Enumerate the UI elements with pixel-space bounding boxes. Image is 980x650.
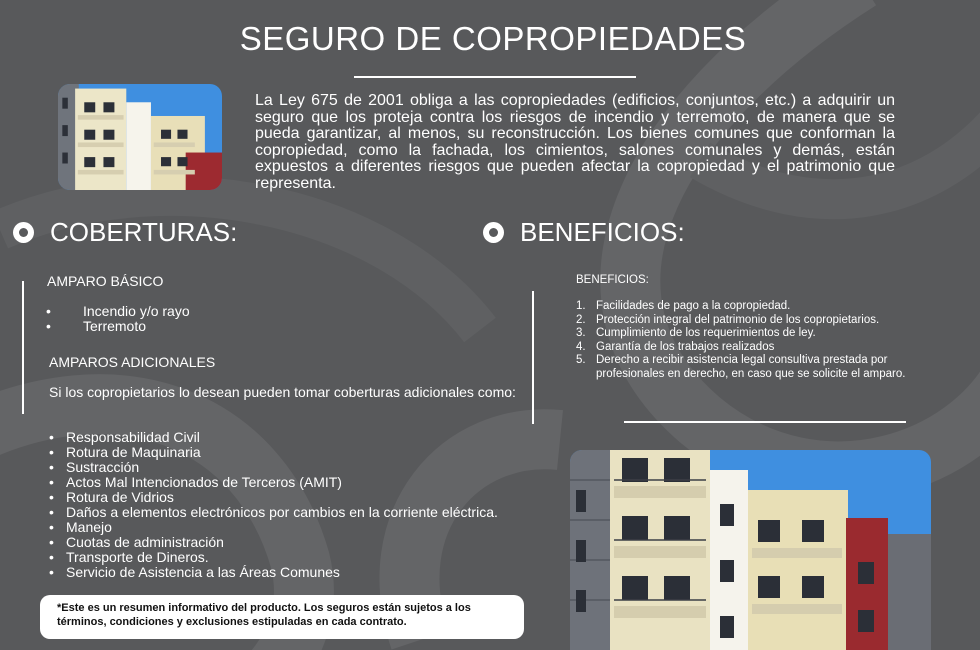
- list-item: • Servicio de Asistencia a las Áreas Comunes: [49, 564, 340, 580]
- beneficios-rule: [624, 421, 906, 423]
- list-item: 4. Garantía de los trabajos realizados: [576, 340, 775, 353]
- bullet-dot-icon: •: [49, 459, 54, 475]
- bullet-dot-icon: •: [49, 534, 54, 550]
- amparo-basico-label: AMPARO BÁSICO: [47, 273, 164, 289]
- bullet-dot-icon: •: [49, 519, 54, 535]
- building-photo-small: [58, 84, 222, 190]
- beneficios-list: [576, 300, 938, 381]
- list-item: • Responsabilidad Civil: [49, 429, 200, 445]
- page-title: SEGURO DE COPROPIEDADES: [239, 20, 747, 57]
- list-item: • Actos Mal Intencionados de Terceros (AMIT): [49, 474, 342, 490]
- list-item: • Transporte de Dineros.: [49, 549, 209, 565]
- list-item: • Daños a elementos electrónicos por cambios en la corriente eléctrica.: [49, 504, 498, 520]
- beneficios-label: BENEFICIOS:: [576, 274, 649, 286]
- title-divider: [354, 76, 636, 78]
- bullet-dot-icon: •: [49, 504, 54, 520]
- beneficios-title: BENEFICIOS:: [520, 217, 685, 247]
- bullet-dot-icon: •: [49, 549, 54, 565]
- coberturas-heading: [13, 217, 237, 248]
- list-item: 5. Derecho a recibir asistencia legal consultiva prestada por profesionales en derecho, en caso que se solicite el amparo.: [576, 354, 906, 380]
- amparos-adicionales-list: [49, 430, 498, 580]
- building-photo-large: [570, 450, 931, 650]
- radio-circle-icon: [483, 222, 504, 243]
- amparo-basico-list: [46, 304, 190, 334]
- bullet-dot-icon: •: [49, 489, 54, 505]
- list-item: • Rotura de Maquinaria: [49, 444, 201, 460]
- amparos-adicionales-label: AMPAROS ADICIONALES: [49, 354, 216, 370]
- coberturas-divider: [22, 281, 24, 414]
- beneficios-divider: [532, 291, 534, 424]
- beneficios-heading: [483, 217, 685, 248]
- bullet-dot-icon: •: [49, 429, 54, 445]
- bullet-dot-icon: •: [46, 318, 51, 334]
- list-item: • Sustracción: [49, 459, 140, 475]
- list-item: • Terremoto: [46, 318, 147, 334]
- bullet-dot-icon: •: [49, 444, 54, 460]
- list-item: 3. Cumplimiento de los requerimientos de ley.: [576, 327, 816, 339]
- list-item: • Cuotas de administración: [49, 534, 224, 550]
- list-item: • Incendio y/o rayo: [46, 303, 190, 319]
- radio-circle-icon: [13, 222, 34, 243]
- bullet-dot-icon: •: [49, 564, 54, 580]
- list-item: 1. Facilidades de pago a la copropiedad.: [576, 300, 791, 312]
- disclaimer-box: *Este es un resumen informativo del producto. Los seguros están sujetos a los términos, condiciones y exclusiones estipuladas en cada contrato.: [40, 595, 524, 639]
- list-item: • Manejo: [49, 519, 112, 535]
- bullet-dot-icon: •: [49, 474, 54, 490]
- list-item: • Rotura de Vidrios: [49, 489, 174, 505]
- intro-paragraph: La Ley 675 de 2001 obliga a las copropiedades (edificios, conjuntos, etc.) a adquirir un seguro que los proteja contra los riesgos de incendio y terremoto, de manera que se pueda garantizar, al menos, su reconstrucción. Los bienes comunes que conforman la copropiedad, como la fachada, los cimientos, salones comunales y demás, están expuestos a diferentes riesgos que pueden afectar la copropiedad y el patrimonio que representa.: [255, 92, 895, 192]
- coberturas-title: COBERTURAS:: [50, 217, 238, 247]
- list-item: 2. Protección integral del patrimonio de los copropietarios.: [576, 313, 880, 326]
- amparos-adicionales-description: Si los copropietarios lo desean pueden tomar coberturas adicionales como:: [49, 384, 516, 400]
- bullet-dot-icon: •: [46, 303, 51, 319]
